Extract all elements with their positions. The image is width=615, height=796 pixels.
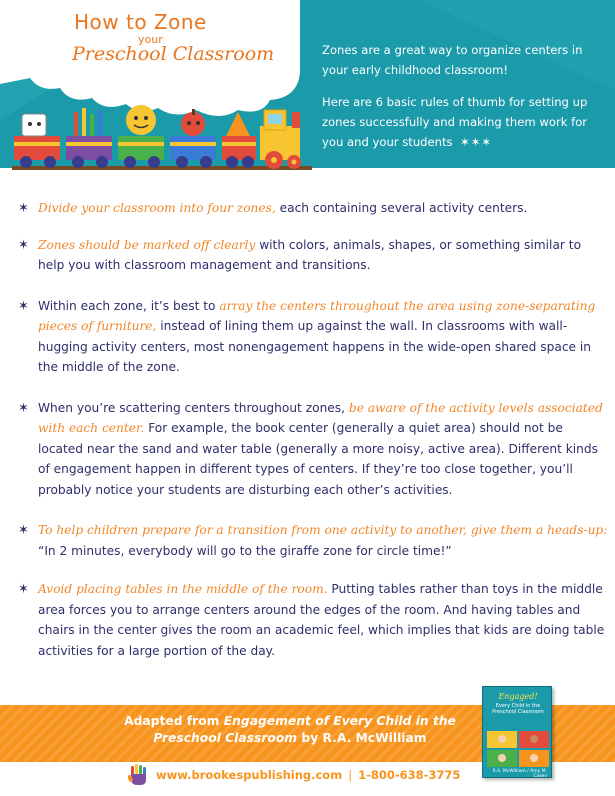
tip-text-post: “In 2 minutes, everybody will go to the giraffe zone for circle time!” bbox=[38, 543, 452, 558]
tip-text-post: with colors, animals, shapes, or something similar to help you with classroom management and transitions. bbox=[38, 237, 582, 272]
footer-contact bbox=[128, 764, 460, 786]
book-title: Engaged! bbox=[498, 692, 538, 701]
star-bullet-icon: ✶ bbox=[18, 523, 29, 538]
tip-text-pre: Within each zone, it’s best to bbox=[38, 298, 220, 313]
tip-highlight: To help children prepare for a transition from one activity to another, give them a heads-up: bbox=[38, 523, 608, 537]
title-line-2: your bbox=[138, 33, 163, 46]
star-bullet-icon: ✶ bbox=[18, 298, 29, 314]
intro-stars-icon: ✶✶✶ bbox=[459, 135, 493, 149]
tip-item bbox=[18, 296, 610, 378]
intro-text bbox=[322, 40, 612, 164]
tip-item bbox=[18, 235, 610, 276]
tip-item bbox=[18, 579, 610, 661]
title-line-3: Preschool Classroom bbox=[72, 43, 275, 65]
book-subtitle: Every Child in the Preschool Classroom bbox=[492, 703, 544, 715]
tip-text-post: Putting tables rather than toys in the middle area forces you to arrange centers around the edges of the room. And having tables and chairs in the center gives the room an academic feel, which implies that kids are doing table activities for a large portion of the day. bbox=[38, 582, 605, 658]
star-bullet-icon: ✶ bbox=[18, 237, 29, 253]
tip-item bbox=[18, 520, 610, 561]
intro-paragraph-2 bbox=[322, 92, 612, 152]
header-banner bbox=[0, 0, 615, 178]
book-cover bbox=[482, 686, 552, 778]
star-bullet-icon: ✶ bbox=[18, 201, 29, 216]
adapted-author: by R.A. McWilliam bbox=[297, 731, 427, 745]
tip-text-post: each containing several activity centers. bbox=[275, 201, 528, 215]
train-car-2 bbox=[66, 108, 112, 168]
star-bullet-icon: ✶ bbox=[18, 400, 29, 416]
tip-text-post: instead of lining them up against the wall. In classrooms with wall-hugging activity centers, most nonengagement happens in the wide-open shared space in the middle of the zone. bbox=[38, 319, 591, 374]
adapted-credit bbox=[110, 713, 470, 747]
train-car-3 bbox=[118, 105, 164, 168]
adapted-pre: Adapted from bbox=[124, 714, 224, 728]
tip-text-pre: When you’re scattering centers throughout zones, bbox=[38, 400, 349, 415]
website-link[interactable]: www.brookespublishing.com bbox=[156, 768, 343, 782]
title-line-1: How to Zone bbox=[74, 10, 207, 34]
tip-text-post: For example, the book center (generally a quiet area) should not be located near the sand and water table (generally a more noisy, active area). Different kinds of engagement happen in different types of centers. If they’re too close together, you’ll probably notice your students are disturbing each other’s activities. bbox=[38, 421, 598, 497]
handprint-logo-icon bbox=[128, 764, 150, 786]
adapted-book-title: Engagement of Every Child in the Preschool Classroom bbox=[153, 714, 456, 745]
tips-list bbox=[18, 198, 610, 677]
phone-number: 1-800-638-3775 bbox=[358, 768, 461, 782]
tip-item bbox=[18, 398, 610, 501]
star-bullet-icon: ✶ bbox=[18, 582, 29, 597]
intro-paragraph-2-text: Here are 6 basic rules of thumb for setting up zones successfully and making them work for you and your students bbox=[322, 95, 588, 149]
tip-highlight: array the centers throughout the area using zone-separating pieces of furniture, bbox=[38, 298, 596, 333]
footer-separator: | bbox=[348, 768, 353, 782]
tip-item bbox=[18, 198, 610, 219]
book-authors: R.A. McWilliam / Amy M. Casey bbox=[492, 769, 547, 778]
intro-paragraph-1: Zones are a great way to organize centers in your early childhood classroom! bbox=[322, 43, 583, 77]
train-car-4 bbox=[170, 109, 216, 168]
tip-highlight: Divide your classroom into four zones, bbox=[38, 201, 276, 215]
train-illustration bbox=[12, 92, 312, 174]
train-car-5 bbox=[222, 112, 256, 168]
tip-highlight: be aware of the activity levels associated with each center. bbox=[38, 400, 603, 435]
tip-highlight: Avoid placing tables in the middle of the room. bbox=[38, 582, 328, 596]
tip-highlight: Zones should be marked off clearly bbox=[38, 237, 256, 252]
train-car-1 bbox=[14, 114, 60, 168]
book-photos bbox=[487, 731, 549, 767]
train-engine bbox=[260, 110, 301, 169]
